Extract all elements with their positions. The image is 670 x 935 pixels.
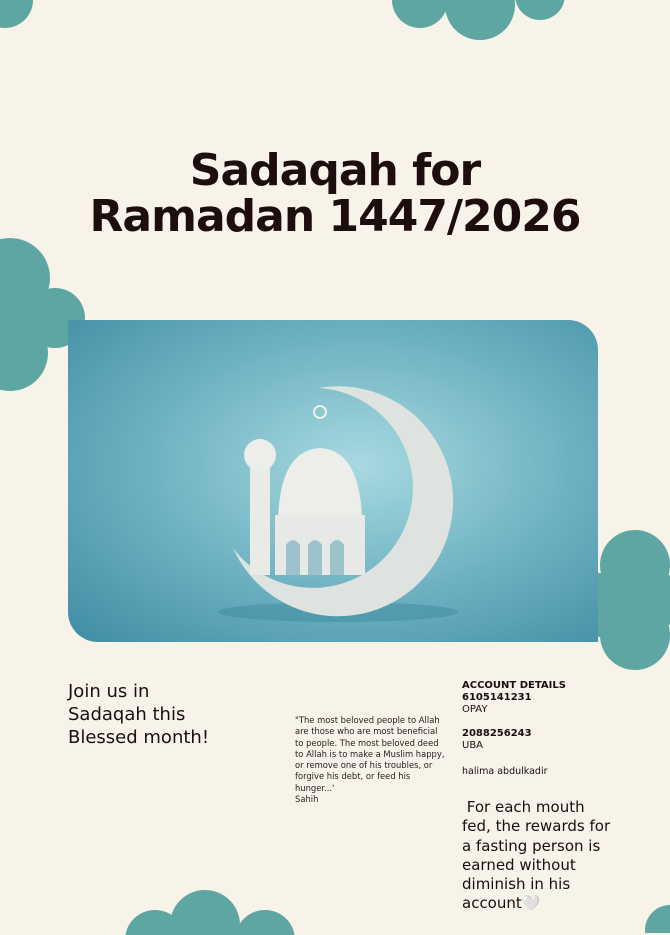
quote-source: Sahih [295, 794, 319, 805]
title-line-2: Ramadan 1447/2026 [89, 191, 581, 242]
decorative-blob-bottom [115, 885, 305, 935]
title-line-1: Sadaqah for [189, 145, 481, 196]
decorative-blob-top-left [0, 0, 50, 30]
decorative-blob-bottom-right [640, 900, 670, 933]
bank-name: UBA [462, 740, 484, 751]
reward-message: For each mouth fed, the rewards for a fasting person is earned without diminish in his account🤍 [462, 798, 615, 913]
account-number: 2088256243 [462, 728, 532, 739]
bank-name: OPAY [462, 704, 488, 715]
account-details [462, 680, 612, 778]
quote-text: "The most beloved people to Allah are those who are most beneficial to people. The most beloved deed to Allah is to make a Muslim happy, or remove one of his troubles, or forgive his debt, or feed his hunger...' [295, 715, 445, 793]
account-number: 6105141231 [462, 692, 532, 703]
page-title [0, 145, 670, 242]
mosque-crescent-image [68, 320, 598, 642]
hadith-quote [295, 715, 445, 805]
account-heading: ACCOUNT DETAILS [462, 680, 566, 691]
join-message: Join us in Sadaqah this Blessed month! [68, 681, 210, 748]
decorative-blob-top-right [380, 0, 580, 42]
account-holder-name: halima abdulkadir [462, 766, 548, 777]
